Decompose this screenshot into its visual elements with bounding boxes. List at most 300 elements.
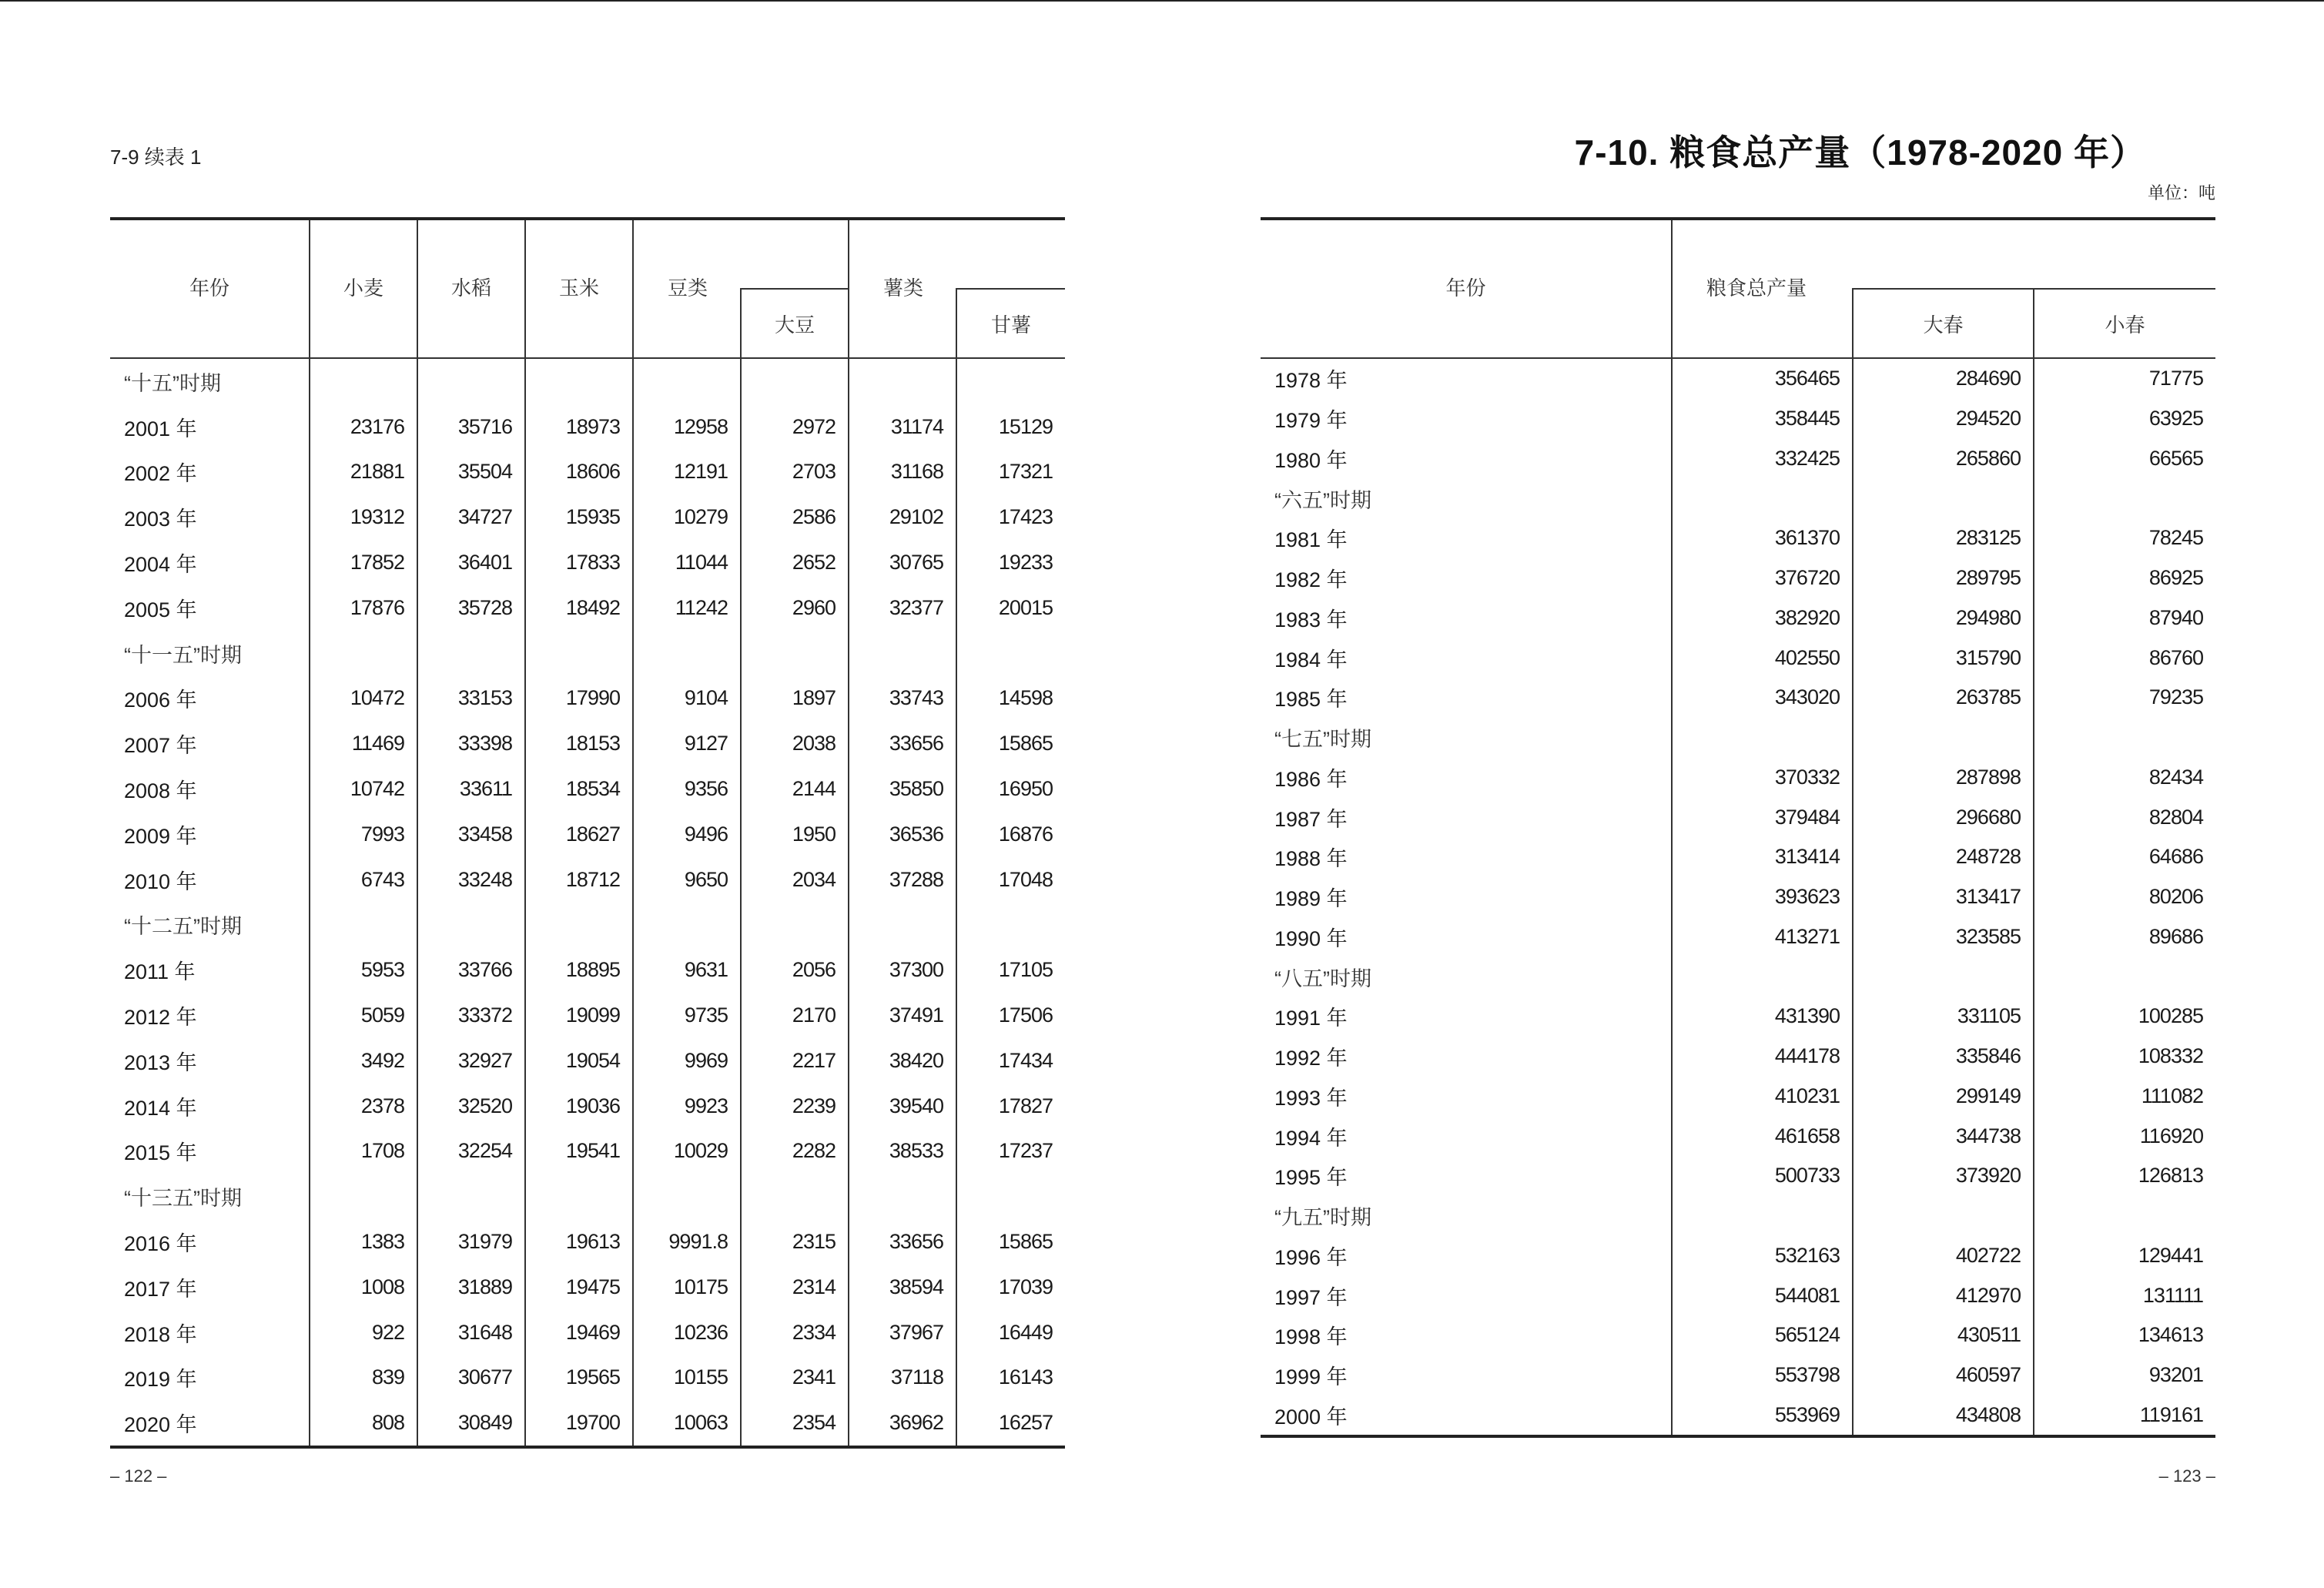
year-cell: 1998 年 xyxy=(1274,1325,1348,1349)
value-cell: 376720 xyxy=(1672,558,1853,598)
value-cell: 382920 xyxy=(1672,598,1853,638)
value-cell: 565124 xyxy=(1672,1315,1853,1355)
value-cell: 78245 xyxy=(2034,518,2215,558)
year-cell: 2008 年 xyxy=(124,779,197,803)
year-cell: 1982 年 xyxy=(1274,568,1348,592)
value-cell: 444178 xyxy=(1672,1037,1853,1077)
value-cell: 18973 xyxy=(525,404,633,450)
value-cell: 108332 xyxy=(2034,1037,2215,1077)
value-cell: 358445 xyxy=(1672,399,1853,439)
value-cell: 19700 xyxy=(525,1400,633,1447)
value-cell: 9104 xyxy=(633,676,741,722)
value-cell: 2341 xyxy=(741,1355,849,1401)
value-cell: 32520 xyxy=(417,1084,525,1129)
value-cell: 431390 xyxy=(1672,997,1853,1037)
value-cell: 36401 xyxy=(417,540,525,585)
header-year: 年份 xyxy=(1445,276,1486,300)
period-label: “九五”时期 xyxy=(1274,1206,1371,1230)
value-cell: 33766 xyxy=(417,947,525,993)
table-row xyxy=(1261,1315,2215,1355)
value-cell: 18712 xyxy=(525,857,633,903)
header-total: 粮食总产量 xyxy=(1672,219,1853,289)
value-cell: 7993 xyxy=(310,812,417,857)
value-cell: 2378 xyxy=(310,1084,417,1129)
value-cell: 1708 xyxy=(310,1129,417,1174)
value-cell: 39540 xyxy=(849,1084,956,1129)
empty-cell xyxy=(633,631,741,676)
unit-label: 单位：吨 xyxy=(2147,183,2215,203)
value-cell: 265860 xyxy=(1853,439,2034,479)
value-cell: 361370 xyxy=(1672,518,1853,558)
table-row xyxy=(110,947,1065,993)
value-cell: 30677 xyxy=(417,1355,525,1401)
value-cell: 9650 xyxy=(633,857,741,903)
value-cell: 500733 xyxy=(1672,1156,1853,1196)
table-row xyxy=(110,1310,1065,1355)
value-cell: 808 xyxy=(310,1400,417,1447)
header-wheat: 小麦 xyxy=(310,219,417,358)
value-cell: 17990 xyxy=(525,676,633,722)
year-cell: 1985 年 xyxy=(1274,688,1348,712)
value-cell: 18895 xyxy=(525,947,633,993)
value-cell: 335846 xyxy=(1853,1037,2034,1077)
year-cell: 2005 年 xyxy=(124,598,197,621)
value-cell: 2282 xyxy=(741,1129,849,1174)
value-cell: 9127 xyxy=(633,721,741,766)
value-cell: 35850 xyxy=(849,766,956,812)
table-row xyxy=(1261,598,2215,638)
period-label: “十三五”时期 xyxy=(124,1187,242,1211)
empty-cell xyxy=(310,1174,417,1219)
value-cell: 17423 xyxy=(956,494,1065,540)
empty-cell xyxy=(2034,1196,2215,1236)
value-cell: 2315 xyxy=(741,1219,849,1265)
year-cell: 1991 年 xyxy=(1274,1007,1348,1030)
value-cell: 2038 xyxy=(741,721,849,766)
table-row xyxy=(110,540,1065,585)
year-cell: 2019 年 xyxy=(124,1368,197,1392)
value-cell: 12191 xyxy=(633,450,741,495)
empty-cell xyxy=(849,1174,956,1219)
table-row xyxy=(1261,638,2215,678)
year-cell: 1983 年 xyxy=(1274,608,1348,632)
empty-cell xyxy=(633,1174,741,1219)
value-cell: 2034 xyxy=(741,857,849,903)
table-row xyxy=(110,1400,1065,1447)
value-cell: 63925 xyxy=(2034,399,2215,439)
header-small-spring: 小春 xyxy=(2034,289,2215,358)
value-cell: 80206 xyxy=(2034,877,2215,917)
group-row xyxy=(110,631,1065,676)
table-row xyxy=(1261,399,2215,439)
value-cell: 532163 xyxy=(1672,1236,1853,1276)
empty-cell xyxy=(1672,1196,1853,1236)
value-cell: 33458 xyxy=(417,812,525,857)
value-cell: 33248 xyxy=(417,857,525,903)
table-row xyxy=(110,766,1065,812)
value-cell: 332425 xyxy=(1672,439,1853,479)
table-row xyxy=(1261,797,2215,837)
value-cell: 17048 xyxy=(956,857,1065,903)
table-row xyxy=(1261,1395,2215,1437)
value-cell: 313417 xyxy=(1853,877,2034,917)
value-cell: 19099 xyxy=(525,993,633,1038)
value-cell: 66565 xyxy=(2034,439,2215,479)
value-cell: 17237 xyxy=(956,1129,1065,1174)
value-cell: 23176 xyxy=(310,404,417,450)
header-sweet-potato: 甘薯 xyxy=(956,289,1065,358)
value-cell: 19312 xyxy=(310,494,417,540)
value-cell: 31174 xyxy=(849,404,956,450)
value-cell: 18606 xyxy=(525,450,633,495)
year-cell: 1993 年 xyxy=(1274,1086,1348,1110)
value-cell: 38594 xyxy=(849,1265,956,1310)
value-cell: 17506 xyxy=(956,993,1065,1038)
value-cell: 100285 xyxy=(2034,997,2215,1037)
table-row xyxy=(1261,997,2215,1037)
empty-cell xyxy=(310,903,417,948)
value-cell: 33743 xyxy=(849,676,956,722)
empty-cell xyxy=(849,631,956,676)
value-cell: 356465 xyxy=(1672,358,1853,399)
empty-cell xyxy=(417,631,525,676)
header-rice: 水稻 xyxy=(417,219,525,358)
year-cell: 2015 年 xyxy=(124,1141,197,1165)
table-row xyxy=(1261,917,2215,957)
value-cell: 86760 xyxy=(2034,638,2215,678)
year-cell: 2001 年 xyxy=(124,417,197,441)
value-cell: 16876 xyxy=(956,812,1065,857)
value-cell: 87940 xyxy=(2034,598,2215,638)
value-cell: 17833 xyxy=(525,540,633,585)
empty-cell xyxy=(1672,956,1853,997)
year-cell: 2003 年 xyxy=(124,508,197,531)
empty-cell xyxy=(849,358,956,404)
empty-cell xyxy=(1853,1196,2034,1236)
empty-cell xyxy=(956,903,1065,948)
value-cell: 129441 xyxy=(2034,1236,2215,1276)
value-cell: 10063 xyxy=(633,1400,741,1447)
table-row xyxy=(110,1265,1065,1310)
value-cell: 71775 xyxy=(2034,358,2215,399)
year-cell: 1987 年 xyxy=(1274,807,1348,831)
table-row xyxy=(110,676,1065,722)
year-cell: 1999 年 xyxy=(1274,1365,1348,1389)
empty-cell xyxy=(1853,956,2034,997)
table-row xyxy=(1261,1037,2215,1077)
value-cell: 2960 xyxy=(741,585,849,631)
value-cell: 313414 xyxy=(1672,837,1853,877)
period-label: “十二五”时期 xyxy=(124,915,242,939)
group-row xyxy=(1261,718,2215,758)
empty-cell xyxy=(1853,478,2034,518)
value-cell: 15865 xyxy=(956,721,1065,766)
year-cell: 1989 年 xyxy=(1274,887,1348,911)
value-cell: 119161 xyxy=(2034,1395,2215,1437)
header-total-lower xyxy=(1672,289,1853,358)
year-cell: 1995 年 xyxy=(1274,1166,1348,1190)
group-row xyxy=(110,358,1065,404)
value-cell: 248728 xyxy=(1853,837,2034,877)
group-row xyxy=(110,1174,1065,1219)
value-cell: 2314 xyxy=(741,1265,849,1310)
value-cell: 20015 xyxy=(956,585,1065,631)
value-cell: 412970 xyxy=(1853,1275,2034,1315)
value-cell: 18627 xyxy=(525,812,633,857)
empty-cell xyxy=(849,903,956,948)
value-cell: 126813 xyxy=(2034,1156,2215,1196)
value-cell: 6743 xyxy=(310,857,417,903)
value-cell: 343020 xyxy=(1672,678,1853,718)
header-beans-spacer xyxy=(741,219,849,289)
page-title: 7-10. 粮食总产量（1978-2020 年） xyxy=(1574,132,2146,173)
year-cell: 2017 年 xyxy=(124,1277,197,1301)
value-cell: 19054 xyxy=(525,1038,633,1084)
value-cell: 402722 xyxy=(1853,1236,2034,1276)
value-cell: 17852 xyxy=(310,540,417,585)
empty-cell xyxy=(417,903,525,948)
value-cell: 93201 xyxy=(2034,1355,2215,1395)
value-cell: 1897 xyxy=(741,676,849,722)
value-cell: 413271 xyxy=(1672,917,1853,957)
value-cell: 116920 xyxy=(2034,1116,2215,1156)
value-cell: 402550 xyxy=(1672,638,1853,678)
table-row xyxy=(110,1084,1065,1129)
table-row xyxy=(110,450,1065,495)
year-cell: 2009 年 xyxy=(124,824,197,848)
year-cell: 2016 年 xyxy=(124,1232,197,1256)
table-row xyxy=(1261,558,2215,598)
value-cell: 410231 xyxy=(1672,1077,1853,1117)
group-row xyxy=(1261,956,2215,997)
empty-cell xyxy=(310,358,417,404)
year-cell: 2010 年 xyxy=(124,869,197,893)
table-row xyxy=(1261,358,2215,399)
value-cell: 16257 xyxy=(956,1400,1065,1447)
year-cell: 1997 年 xyxy=(1274,1285,1348,1309)
value-cell: 1383 xyxy=(310,1219,417,1265)
empty-cell xyxy=(2034,478,2215,518)
value-cell: 299149 xyxy=(1853,1077,2034,1117)
value-cell: 37967 xyxy=(849,1310,956,1355)
value-cell: 19541 xyxy=(525,1129,633,1174)
value-cell: 9496 xyxy=(633,812,741,857)
value-cell: 17105 xyxy=(956,947,1065,993)
value-cell: 16449 xyxy=(956,1310,1065,1355)
value-cell: 17039 xyxy=(956,1265,1065,1310)
value-cell: 1950 xyxy=(741,812,849,857)
empty-cell xyxy=(525,903,633,948)
table-row xyxy=(110,494,1065,540)
value-cell: 10742 xyxy=(310,766,417,812)
value-cell: 283125 xyxy=(1853,518,2034,558)
table-row xyxy=(110,721,1065,766)
value-cell: 38533 xyxy=(849,1129,956,1174)
year-cell: 1990 年 xyxy=(1274,926,1348,950)
empty-cell xyxy=(741,631,849,676)
period-label: “十一五”时期 xyxy=(124,643,242,667)
continuation-label: 7-9 续表 1 xyxy=(110,146,202,169)
table-row xyxy=(1261,1156,2215,1196)
value-cell: 331105 xyxy=(1853,997,2034,1037)
value-cell: 14598 xyxy=(956,676,1065,722)
header-tubers-spacer xyxy=(956,219,1065,289)
value-cell: 33398 xyxy=(417,721,525,766)
header-total-spacer-2 xyxy=(2034,219,2215,289)
empty-cell xyxy=(1853,718,2034,758)
empty-cell xyxy=(310,631,417,676)
year-cell: 2002 年 xyxy=(124,462,197,486)
value-cell: 86925 xyxy=(2034,558,2215,598)
value-cell: 430511 xyxy=(1853,1315,2034,1355)
value-cell: 2586 xyxy=(741,494,849,540)
value-cell: 19613 xyxy=(525,1219,633,1265)
value-cell: 89686 xyxy=(2034,917,2215,957)
value-cell: 10472 xyxy=(310,676,417,722)
empty-cell xyxy=(956,1174,1065,1219)
year-cell: 2006 年 xyxy=(124,688,197,712)
value-cell: 461658 xyxy=(1672,1116,1853,1156)
year-cell: 1994 年 xyxy=(1274,1126,1348,1150)
value-cell: 31648 xyxy=(417,1310,525,1355)
value-cell: 38420 xyxy=(849,1038,956,1084)
value-cell: 9735 xyxy=(633,993,741,1038)
value-cell: 11044 xyxy=(633,540,741,585)
value-cell: 3492 xyxy=(310,1038,417,1084)
value-cell: 2354 xyxy=(741,1400,849,1447)
value-cell: 36962 xyxy=(849,1400,956,1447)
empty-cell xyxy=(2034,718,2215,758)
empty-cell xyxy=(741,1174,849,1219)
table-row xyxy=(1261,837,2215,877)
value-cell: 5953 xyxy=(310,947,417,993)
value-cell: 82804 xyxy=(2034,797,2215,837)
value-cell: 2703 xyxy=(741,450,849,495)
value-cell: 323585 xyxy=(1853,917,2034,957)
value-cell: 33372 xyxy=(417,993,525,1038)
year-cell: 2004 年 xyxy=(124,553,197,577)
value-cell: 2056 xyxy=(741,947,849,993)
value-cell: 33611 xyxy=(417,766,525,812)
year-cell: 1988 年 xyxy=(1274,847,1348,871)
empty-cell xyxy=(525,631,633,676)
year-cell: 2012 年 xyxy=(124,1006,197,1030)
empty-cell xyxy=(956,631,1065,676)
value-cell: 17434 xyxy=(956,1038,1065,1084)
value-cell: 10236 xyxy=(633,1310,741,1355)
value-cell: 9991.8 xyxy=(633,1219,741,1265)
value-cell: 922 xyxy=(310,1310,417,1355)
header-soybean: 大豆 xyxy=(741,289,849,358)
value-cell: 32254 xyxy=(417,1129,525,1174)
value-cell: 21881 xyxy=(310,450,417,495)
left-table-body xyxy=(110,358,1065,1447)
value-cell: 32377 xyxy=(849,585,956,631)
value-cell: 10029 xyxy=(633,1129,741,1174)
value-cell: 37300 xyxy=(849,947,956,993)
year-cell: 2007 年 xyxy=(124,734,197,758)
year-cell: 1980 年 xyxy=(1274,448,1348,472)
header-beans-lower xyxy=(633,289,741,358)
right-table-body xyxy=(1261,358,2215,1436)
year-cell: 2020 年 xyxy=(110,1400,310,1447)
value-cell: 10155 xyxy=(633,1355,741,1401)
value-cell: 1008 xyxy=(310,1265,417,1310)
page-number-left: – 122 – xyxy=(110,1466,167,1486)
empty-cell xyxy=(2034,956,2215,997)
value-cell: 19469 xyxy=(525,1310,633,1355)
value-cell: 30765 xyxy=(849,540,956,585)
value-cell: 9923 xyxy=(633,1084,741,1129)
value-cell: 19036 xyxy=(525,1084,633,1129)
table-row xyxy=(110,1038,1065,1084)
right-page xyxy=(1261,0,2215,1588)
group-row xyxy=(110,903,1065,948)
value-cell: 37491 xyxy=(849,993,956,1038)
value-cell: 434808 xyxy=(1853,1395,2034,1437)
header-tubers-lower xyxy=(849,289,956,358)
empty-cell xyxy=(417,358,525,404)
value-cell: 37288 xyxy=(849,857,956,903)
year-cell: 1984 年 xyxy=(1274,648,1348,672)
value-cell: 393623 xyxy=(1672,877,1853,917)
value-cell: 2972 xyxy=(741,404,849,450)
table-row xyxy=(1261,1355,2215,1395)
value-cell: 33656 xyxy=(849,721,956,766)
table-row xyxy=(1261,518,2215,558)
value-cell: 35716 xyxy=(417,404,525,450)
year-cell: 1978 年 xyxy=(1274,369,1348,393)
value-cell: 82434 xyxy=(2034,758,2215,798)
value-cell: 111082 xyxy=(2034,1077,2215,1117)
value-cell: 16143 xyxy=(956,1355,1065,1401)
period-label: “七五”时期 xyxy=(1274,728,1371,752)
table-row xyxy=(1261,1236,2215,1276)
value-cell: 5059 xyxy=(310,993,417,1038)
value-cell: 544081 xyxy=(1672,1275,1853,1315)
table-row xyxy=(1261,439,2215,479)
value-cell: 2170 xyxy=(741,993,849,1038)
header-total-spacer-1 xyxy=(1853,219,2034,289)
year-cell: 1986 年 xyxy=(1274,767,1348,791)
value-cell: 18153 xyxy=(525,721,633,766)
value-cell: 263785 xyxy=(1853,678,2034,718)
table-row xyxy=(1261,1275,2215,1315)
value-cell: 287898 xyxy=(1853,758,2034,798)
value-cell: 19233 xyxy=(956,540,1065,585)
value-cell: 10279 xyxy=(633,494,741,540)
empty-cell xyxy=(633,903,741,948)
empty-cell xyxy=(1672,478,1853,518)
value-cell: 17321 xyxy=(956,450,1065,495)
group-row xyxy=(1261,478,2215,518)
value-cell: 31168 xyxy=(849,450,956,495)
table-row xyxy=(110,1355,1065,1401)
value-cell: 134613 xyxy=(2034,1315,2215,1355)
empty-cell xyxy=(1672,718,1853,758)
table-row xyxy=(1261,1116,2215,1156)
value-cell: 11242 xyxy=(633,585,741,631)
value-cell: 131111 xyxy=(2034,1275,2215,1315)
period-label: “六五”时期 xyxy=(1274,488,1371,512)
table-row xyxy=(110,993,1065,1038)
value-cell: 370332 xyxy=(1672,758,1853,798)
year-cell: 1979 年 xyxy=(1274,409,1348,433)
value-cell: 294980 xyxy=(1853,598,2034,638)
value-cell: 37118 xyxy=(849,1355,956,1401)
value-cell: 15865 xyxy=(956,1219,1065,1265)
value-cell: 35728 xyxy=(417,585,525,631)
